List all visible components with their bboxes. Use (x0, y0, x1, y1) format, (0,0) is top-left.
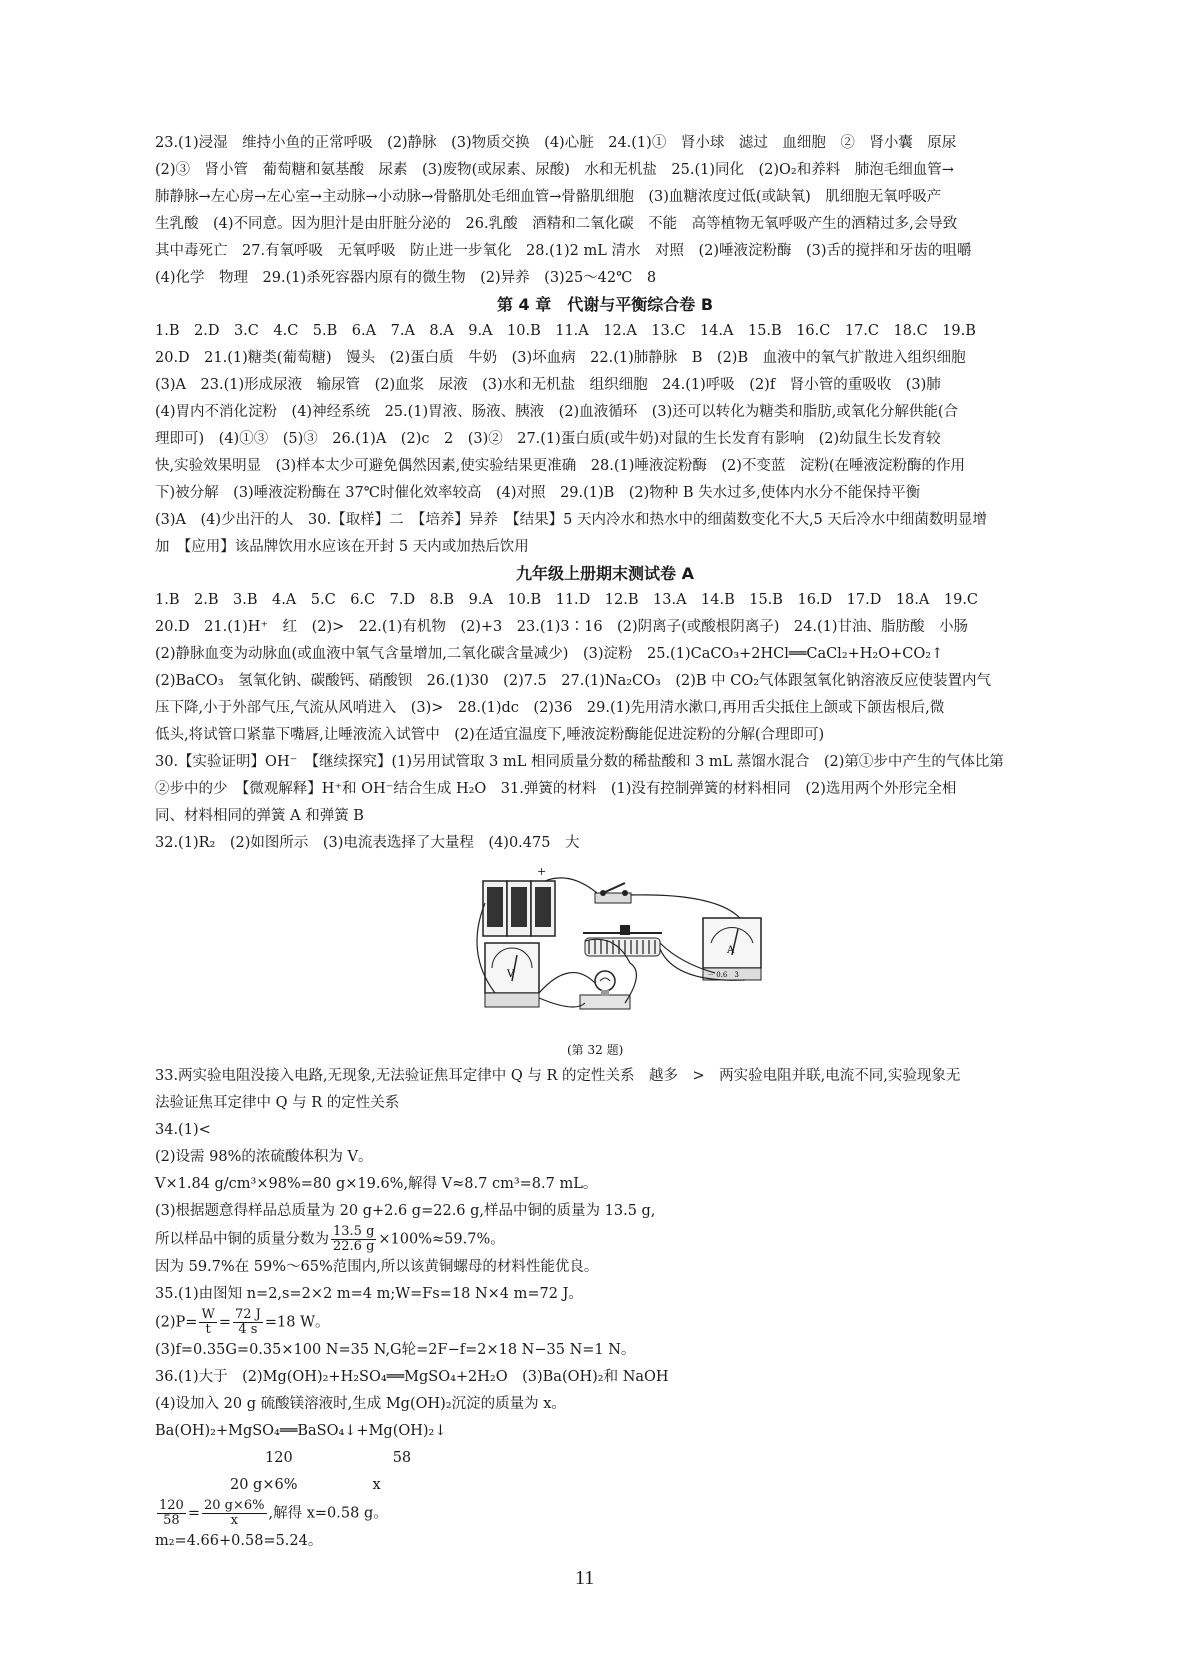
text-span: 所以样品中铜的质量分数为 (155, 1231, 329, 1248)
fraction-line (155, 1308, 1055, 1337)
equation-row (155, 1445, 1055, 1472)
text-line: 32.(1)R₂ (2)如图所示 (3)电流表选择了大量程 (4)0.475 大 (155, 835, 580, 851)
text-line: (3)根据题意得样品总质量为 20 g+2.6 g=22.6 g,样品中铜的质量为 13.5 g, (155, 1203, 656, 1219)
text-span: =18 W。 (264, 1314, 330, 1331)
text-line: 因为 59.7%在 59%～65%范围内,所以该黄铜螺母的材料性能优良。 (155, 1259, 599, 1275)
answer-page (155, 130, 1055, 1555)
text-line: (4)设加入 20 g 硫酸镁溶液时,生成 Mg(OH)₂沉淀的质量为 x。 (155, 1396, 566, 1412)
numerator: 20 g×6% (203, 1498, 265, 1513)
text-line: 压下降,小于外部气压,气流从风哨进入 (3)> 28.(1)dc (2)36 29.(1)先用清水漱口,再用舌尖抵住上颌或下颌齿根后,微 (155, 700, 945, 716)
text-line: 快,实验效果明显 (3)样本太少可避免偶然因素,使实验结果更准确 28.(1)唾液淀粉酶 (2)不变蓝 淀粉(在唾液淀粉酶的作用 (155, 458, 966, 474)
text-line: 33.两实验电阻没接入电路,无现象,无法验证焦耳定律中 Q 与 R 的定性关系 越多 > 两实验电阻并联,电流不同,实验现象无 (155, 1068, 961, 1084)
text-line: (4)化学 物理 29.(1)杀死容器内原有的微生物 (2)异养 (3)25～42℃ 8 (155, 270, 657, 286)
text-line: 36.(1)大于 (2)Mg(OH)₂+H₂SO₄══MgSO₄+2H₂O (3)Ba(OH)₂和 NaOH (155, 1369, 669, 1385)
voltmeter-label: V (507, 969, 515, 980)
battery-pack (483, 865, 555, 936)
block-b (155, 318, 1055, 561)
text-line: (3)f=0.35G=0.35×100 N=35 N,G轮=2F−f=2×18 N−35 N=1 N。 (155, 1342, 636, 1358)
text-line: 20.D 21.(1)糖类(葡萄糖) 馒头 (2)蛋白质 牛奶 (3)坏血病 22.(1)肺静脉 B (2)B 血液中的氧气扩散进入组织细胞 (155, 350, 966, 366)
text-line: 下)被分解 (3)唾液淀粉酶在 37℃时催化效率较高 (4)对照 29.(1)B (2)物种 B 失水过多,使体内水分不能保持平衡 (155, 485, 921, 501)
fraction (233, 1308, 263, 1337)
numerator: 72 J (234, 1307, 261, 1322)
fraction (199, 1308, 216, 1337)
ammeter-icon (703, 918, 761, 980)
text-line: 低头,将试管口紧靠下嘴唇,让唾液流入试管中 (2)在适宜温度下,唾液淀粉酶能促进淀粉的分解(合理即可) (155, 727, 825, 743)
text-line: 理即可) (4)①③ (5)③ 26.(1)A (2)c 2 (3)② 27.(1)蛋白质(或牛奶)对鼠的生长发育有影响 (2)幼鼠生长发育较 (155, 431, 941, 447)
ammeter-scale: － 0.6 3 (707, 971, 739, 979)
text-line: 其中毒死亡 27.有氧呼吸 无氧呼吸 防止进一步氧化 28.(1)2 mL 清水 对照 (2)唾液淀粉酶 (3)舌的搅拌和牙齿的咀嚼 (155, 243, 972, 259)
denominator: t (205, 1322, 211, 1337)
text-line: (3)A 23.(1)形成尿液 输尿管 (2)血浆 尿液 (3)水和无机盐 组织细胞 24.(1)呼吸 (2)f 肾小管的重吸收 (3)肺 (155, 377, 941, 393)
section-heading: 九年级上册期末测试卷 A (516, 564, 694, 583)
text-span: 58 (392, 1450, 412, 1466)
section-heading: 第 4 章 代谢与平衡综合卷 B (496, 295, 714, 314)
text-line: 20.D 21.(1)H⁺ 红 (2)> 22.(1)有机物 (2)+3 23.(1)3∶16 (2)阴离子(或酸根阴离子) 24.(1)甘油、脂肪酸 小肠 (155, 619, 969, 635)
text-span: 120 (265, 1450, 293, 1466)
numerator: 13.5 g (333, 1224, 375, 1239)
text-line: (2)静脉血变为动脉血(或血液中氧气含量增加,二氧化碳含量减少) (3)淀粉 25.(1)CaCO₃+2HCl══CaCl₂+H₂O+CO₂↑ (155, 646, 944, 662)
svg-text:+: + (537, 865, 547, 878)
fraction (202, 1499, 267, 1528)
text-line: 23.(1)浸湿 维持小鱼的正常呼吸 (2)静脉 (3)物质交换 (4)心脏 24.(1)① 肾小球 滤过 血细胞 ② 肾小囊 原尿 (155, 135, 957, 151)
circuit-figure (155, 863, 1055, 1063)
text-span: x (372, 1477, 381, 1493)
text-line: (3)A (4)少出汗的人 30.【取样】二 【培养】异养 【结果】5 天内冷水和热水中的细菌数变化不大,5 天后冷水中细菌数明显增 (155, 512, 987, 528)
text-line: 法验证焦耳定律中 Q 与 R 的定性关系 (155, 1095, 400, 1111)
text-line: (2)BaCO₃ 氢氧化钠、碳酸钙、硝酸钡 26.(1)30 (2)7.5 27.(1)Na₂CO₃ (2)B 中 CO₂气体跟氢氧化钠溶液反应使装置内气 (155, 673, 992, 689)
text-line: 35.(1)由图知 n=2,s=2×2 m=4 m;W=Fs=18 N×4 m=72 J。 (155, 1286, 583, 1302)
text-line: 30.【实验证明】OH⁻ 【继续探究】(1)另用试管取 3 mL 相同质量分数的稀盐酸和 3 mL 蒸馏水混合 (2)第①步中产生的气体比第 (155, 754, 1004, 770)
fraction (331, 1225, 376, 1254)
text-line: 1.B 2.B 3.B 4.A 5.C 6.C 7.D 8.B 9.A 10.B 11.D 12.B 13.A 14.B 15.B 16.D 17.D 18.A 19.C (155, 592, 979, 608)
text-span: = (187, 1505, 200, 1522)
numerator: W (201, 1307, 215, 1322)
text-line: 同、材料相同的弹簧 A 和弹簧 B (155, 808, 364, 824)
text-line: 肺静脉→左心房→左心室→主动脉→小动脉→骨骼肌处毛细血管→骨骼肌细胞 (3)血糖浓度过低(或缺氧) 肌细胞无氧呼吸产 (155, 189, 942, 205)
text-line: Ba(OH)₂+MgSO₄══BaSO₄↓+Mg(OH)₂↓ (155, 1423, 447, 1439)
voltmeter-icon (485, 943, 539, 1007)
denominator: 58 (163, 1513, 180, 1528)
text-span: ×100%≈59.7%。 (378, 1231, 505, 1248)
fraction (157, 1499, 186, 1528)
text-line: ②步中的少 【微观解释】H⁺和 OH⁻结合生成 H₂O 31.弹簧的材料 (1)没有控制弹簧的材料相同 (2)选用两个外形完全相 (155, 781, 957, 797)
text-line: V×1.84 g/cm³×98%=80 g×19.6%,解得 V≈8.7 cm³=8.7 mL。 (155, 1176, 598, 1192)
fraction-line (155, 1499, 1055, 1528)
figure-caption: (第 32 题) (567, 1043, 624, 1057)
denominator: 4 s (238, 1322, 258, 1337)
block-a (155, 130, 1055, 292)
fraction-line (155, 1225, 1055, 1254)
denominator: x (230, 1513, 238, 1528)
text-span: ,解得 x=0.58 g。 (268, 1505, 388, 1522)
switch-icon (595, 883, 631, 903)
page-number: 11 (575, 1567, 595, 1589)
ammeter-label: A (727, 945, 735, 956)
text-span: (2)P= (155, 1314, 198, 1331)
text-line: m₂=4.66+0.58=5.24。 (155, 1533, 323, 1549)
text-line: (2)设需 98%的浓硫酸体积为 V。 (155, 1149, 373, 1165)
denominator: 22.6 g (333, 1239, 375, 1254)
text-span: 20 g×6% (230, 1477, 298, 1493)
text-line: (2)③ 肾小管 葡萄糖和氨基酸 尿素 (3)废物(或尿素、尿酸) 水和无机盐 25.(1)同化 (2)O₂和养料 肺泡毛细血管→ (155, 162, 954, 178)
equation-row (155, 1472, 1055, 1499)
text-line: 1.B 2.D 3.C 4.C 5.B 6.A 7.A 8.A 9.A 10.B 11.A 12.A 13.C 14.A 15.B 16.C 17.C 18.C 19.B (155, 323, 976, 339)
numerator: 120 (159, 1498, 184, 1513)
text-line: 34.(1)< (155, 1122, 211, 1138)
text-line: (4)胃内不消化淀粉 (4)神经系统 25.(1)胃液、肠液、胰液 (2)血液循环 (3)还可以转化为糖类和脂肪,或氧化分解供能(合 (155, 404, 959, 420)
text-line: 加 【应用】该品牌饮用水应该在开封 5 天内或加热后饮用 (155, 539, 529, 555)
block-d (155, 1063, 1055, 1555)
text-line: 生乳酸 (4)不同意。因为胆汁是由肝脏分泌的 26.乳酸 酒精和二氧化碳 不能 高等植物无氧呼吸产生的酒精过多,会导致 (155, 216, 958, 232)
block-c (155, 587, 1055, 857)
circuit-diagram (455, 863, 775, 1038)
text-span: = (218, 1314, 231, 1331)
